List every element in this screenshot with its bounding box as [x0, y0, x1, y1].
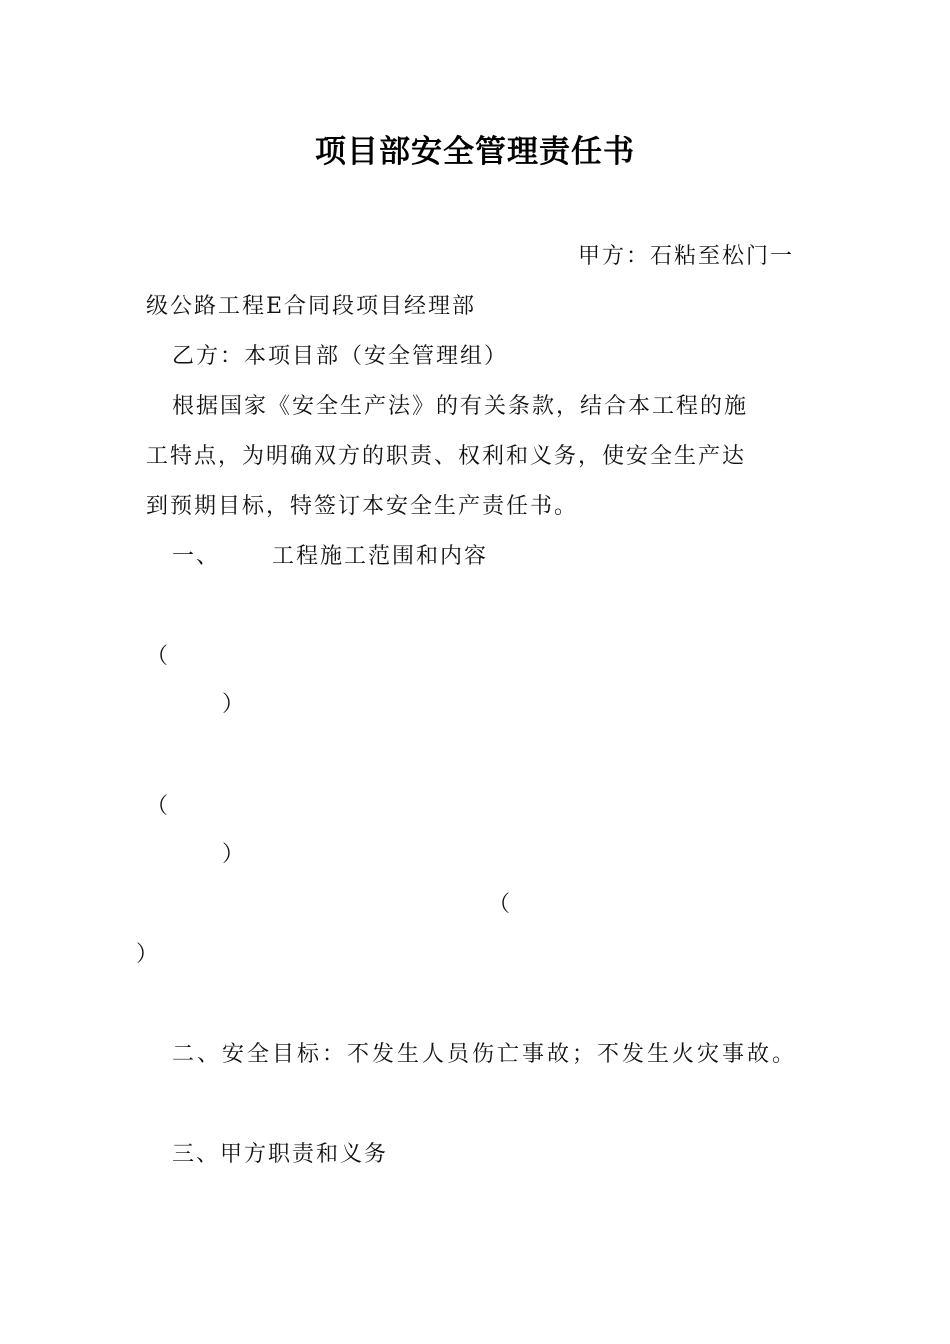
paren-close-1: ）	[222, 692, 245, 717]
paren-open-1: （	[146, 644, 169, 669]
party-b-line: 乙方：本项目部（安全管理组）	[172, 344, 509, 369]
paren-close-3: ）	[136, 942, 159, 967]
section-1-title: 工程施工范围和内容	[272, 544, 489, 569]
paren-open-2: （	[146, 794, 169, 819]
section-2-safety-target: 二、安全目标：不发生人员伤亡事故；不发生火灾事故。	[172, 1042, 798, 1067]
intro-line-1: 根据国家《安全生产法》的有关条款，结合本工程的施	[172, 394, 749, 419]
party-a-line-1: 甲方：石粘至松门一	[578, 244, 795, 269]
paren-open-3: （	[488, 892, 511, 917]
intro-line-2: 工特点，为明确双方的职责、权利和义务，使安全生产达	[146, 444, 747, 469]
section-3-title: 三、甲方职责和义务	[172, 1142, 389, 1167]
document-title: 项目部安全管理责任书	[315, 134, 635, 170]
paren-close-2: ）	[222, 842, 245, 867]
intro-line-3: 到预期目标，特签订本安全生产责任书。	[146, 494, 579, 519]
section-1-number: 一、	[172, 544, 221, 569]
party-a-line-2: 级公路工程E合同段项目经理部	[146, 294, 477, 319]
